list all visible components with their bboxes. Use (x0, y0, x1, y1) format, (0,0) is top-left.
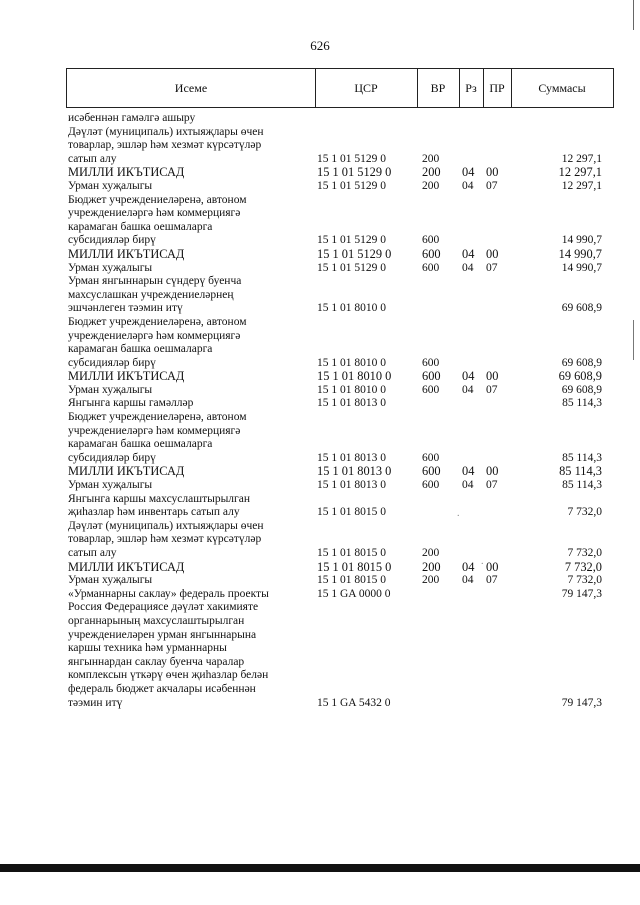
row-vr: 600 (422, 246, 441, 261)
row-vr: 600 (422, 383, 440, 396)
row-csr: 15 1 01 8013 0 (317, 451, 386, 464)
row-sum: 85 114,3 (562, 479, 602, 492)
row-csr: 15 1 01 5129 0 (317, 165, 392, 180)
table-row (68, 275, 614, 316)
row-sum: 85 114,3 (562, 451, 602, 464)
row-sum: 79 147,3 (561, 587, 602, 600)
row-sum: 69 608,9 (561, 356, 602, 369)
row-name (68, 479, 304, 493)
table-row (68, 520, 614, 561)
header-sum: Суммасы (538, 81, 586, 95)
row-name (68, 262, 304, 276)
row-name-line: Бюджет учреждениеләренә, автоном (68, 315, 247, 328)
row-pr: 07 (486, 179, 498, 192)
row-pr: 07 (486, 383, 498, 396)
row-name-line: карамаган башка оешмаларга (68, 220, 213, 233)
row-rz: 04 (462, 261, 474, 274)
row-name-line: МИЛЛИ ИКЪТИСАД (68, 369, 185, 384)
row-rz: 04 (462, 383, 474, 396)
row-pr: 00 (486, 165, 499, 180)
table-row (68, 465, 614, 479)
row-name-line: Дәүләт (муниципаль) ихтыяҗлары өчен (68, 125, 264, 138)
row-rz: 04 (462, 559, 475, 574)
table-row (68, 479, 614, 493)
row-name-line: Янгынга каршы гамәлләр (68, 397, 194, 410)
row-rz: 04 (462, 179, 474, 192)
row-sum: 14 990,7 (558, 246, 602, 261)
row-name-line: Янгынга каршы махсуслаштырылган (68, 492, 251, 505)
row-name-line: МИЛЛИ ИКЪТИСАД (68, 464, 185, 479)
row-name-line: эшчәнлеген тәэмин итү (68, 302, 183, 315)
row-sum: 69 608,9 (561, 302, 602, 315)
table-row (68, 411, 614, 465)
row-name-line: тәэмин итү (68, 696, 123, 709)
row-name-line: махсуслашкан учреждениеләрнең (68, 288, 234, 301)
row-vr: 200 (422, 152, 440, 165)
row-name-line: МИЛЛИ ИКЪТИСАД (68, 559, 185, 574)
row-csr: 15 1 GA 5432 0 (317, 696, 391, 709)
row-name-line: янгыннардан саклау буенча чаралар (68, 655, 245, 668)
row-sum: 7 732,0 (567, 506, 602, 519)
row-name-line: Бюджет учреждениеләренә, автоном (68, 193, 247, 206)
row-name (68, 166, 304, 180)
row-name-line: субсидияләр бирү (68, 356, 156, 369)
table-row (68, 397, 614, 411)
row-name-line: учреждениеләрен урман янгыннарына (68, 628, 257, 641)
row-name-line: Урман хуҗалыгы (68, 383, 153, 396)
table-row (68, 194, 614, 248)
table-row (68, 126, 614, 167)
row-csr: 15 1 01 8010 0 (317, 369, 392, 384)
row-pr: 00 (486, 369, 499, 384)
row-rz: 04 (462, 165, 475, 180)
row-rz: 04 (462, 369, 475, 384)
row-rz: 04 (462, 574, 474, 587)
row-name (68, 384, 304, 398)
row-sum: 85 114,3 (559, 464, 602, 479)
row-name-line: товарлар, эшләр һәм хезмәт күрсәтүләр (68, 533, 262, 546)
row-sum: 7 732,0 (567, 547, 602, 559)
row-sum: 85 114,3 (562, 397, 602, 410)
row-sum: 69 608,9 (558, 369, 602, 384)
row-csr: 15 1 01 8013 0 (317, 397, 386, 410)
row-vr: 200 (422, 547, 440, 559)
row-pr: 00 (486, 246, 499, 261)
table-row (68, 588, 614, 602)
row-name (68, 465, 304, 479)
row-name-line: учреждениеләргә һәм коммерциягә (68, 424, 241, 437)
row-name-line: Урман хуҗалыгы (68, 261, 153, 274)
scan-border-bar (0, 864, 640, 872)
row-csr: 15 1 01 8013 0 (317, 479, 386, 492)
row-name-line: Россия Федерациясе дәүләт хакимияте (68, 601, 259, 614)
row-name (68, 126, 304, 167)
row-name (68, 248, 304, 262)
row-vr: 600 (422, 464, 441, 479)
row-csr: 15 1 01 8010 0 (317, 302, 386, 315)
row-name-line: исәбеннән гамәлгә ашыру (68, 112, 196, 124)
scan-mark (633, 320, 634, 360)
row-name-line: җиһазлар һәм инвентарь сатып алу (68, 506, 240, 519)
row-name-line: Дәүләт (муниципаль) ихтыяҗлары өчен (68, 519, 264, 532)
row-name-line: федераль бюджет акчалары исәбеннән (68, 682, 256, 695)
row-sum: 12 297,1 (561, 179, 602, 192)
row-csr: 15 1 01 5129 0 (317, 234, 386, 247)
header-csr: ЦСР (354, 81, 378, 95)
table-row (68, 262, 614, 276)
table-row (68, 601, 614, 710)
table-row (68, 180, 614, 194)
row-sum: 69 608,9 (561, 383, 602, 396)
row-name (68, 493, 304, 520)
row-name-line: «Урманнарны саклау» федераль проекты (68, 587, 269, 600)
row-vr: 600 (422, 356, 440, 369)
table-row (68, 384, 614, 398)
header-vr: ВР (430, 81, 446, 95)
row-pr: 07 (486, 479, 498, 492)
row-csr: 15 1 01 8015 0 (317, 559, 392, 574)
row-pr: 00 (486, 559, 499, 574)
row-rz: 04 (462, 464, 475, 479)
row-csr: 15 1 01 5129 0 (317, 261, 386, 274)
row-name (68, 520, 304, 561)
row-csr: 15 1 01 8015 0 (317, 574, 386, 587)
row-vr: 600 (422, 261, 440, 274)
row-name-line: каршы техника һәм урманнарны (68, 642, 227, 655)
row-name-line: Урман хуҗалыгы (68, 479, 153, 492)
row-name-line: субсидияләр бирү (68, 451, 156, 464)
row-csr: 15 1 01 8015 0 (317, 506, 386, 519)
header-pr: ПР (489, 81, 505, 95)
header-rz: Рз (465, 81, 477, 95)
header-name: Исеме (174, 81, 208, 95)
row-vr: 200 (422, 179, 440, 192)
table-row (68, 370, 614, 384)
row-csr: 15 1 GA 0000 0 (317, 587, 391, 600)
row-name-line: субсидияләр бирү (68, 234, 156, 247)
row-name-line: товарлар, эшләр һәм хезмәт күрсәтүләр (68, 139, 262, 152)
row-name-line: Бюджет учреждениеләренә, автоном (68, 411, 247, 424)
row-name-line: сатып алу (68, 547, 117, 559)
row-name-line: комплексын үткәрү өчен җиһазлар белән (68, 669, 269, 682)
table-row (68, 561, 614, 575)
row-name (68, 561, 304, 575)
row-name-line: Урман хуҗалыгы (68, 574, 153, 587)
row-vr: 200 (422, 165, 441, 180)
scan-speck: . (457, 508, 460, 519)
row-csr: 15 1 01 8015 0 (317, 547, 386, 559)
table-header (66, 68, 614, 108)
row-pr: 00 (486, 464, 499, 479)
row-name (68, 370, 304, 384)
table-row (68, 574, 614, 588)
row-pr: 07 (486, 261, 498, 274)
row-csr: 15 1 01 8010 0 (317, 383, 386, 396)
row-name (68, 275, 304, 316)
row-name-line: органнарының махсуслаштырылган (68, 614, 245, 627)
row-name-line: Урман хуҗалыгы (68, 179, 153, 192)
scan-mark (633, 0, 634, 30)
scan-speck: . (481, 556, 484, 567)
row-name (68, 397, 304, 411)
row-vr: 600 (422, 369, 441, 384)
row-csr: 15 1 01 5129 0 (317, 246, 392, 261)
row-vr: 200 (422, 559, 441, 574)
table-row (68, 248, 614, 262)
row-sum: 7 732,0 (564, 559, 602, 574)
row-vr: 600 (422, 479, 440, 492)
row-vr: 200 (422, 574, 440, 587)
row-name-line: карамаган башка оешмаларга (68, 343, 213, 356)
row-pr: 07 (486, 574, 498, 587)
row-sum: 12 297,1 (561, 152, 602, 165)
row-name (68, 411, 304, 465)
row-name (68, 112, 304, 126)
page-number: 626 (310, 38, 330, 53)
row-csr: 15 1 01 8013 0 (317, 464, 392, 479)
row-name (68, 574, 304, 588)
row-csr: 15 1 01 5129 0 (317, 152, 386, 165)
table-row (68, 166, 614, 180)
table-row (68, 112, 614, 126)
row-vr: 600 (422, 234, 440, 247)
row-name-line: учреждениеләргә һәм коммерциягә (68, 207, 241, 220)
row-name (68, 180, 304, 194)
row-name-line: МИЛЛИ ИКЪТИСАД (68, 246, 185, 261)
row-csr: 15 1 01 5129 0 (317, 179, 386, 192)
row-name (68, 194, 304, 248)
row-name (68, 588, 304, 602)
row-name (68, 316, 304, 370)
row-sum: 79 147,3 (561, 696, 602, 709)
table-row (68, 493, 614, 520)
row-name-line: учреждениеләргә һәм коммерциягә (68, 329, 241, 342)
row-name (68, 601, 304, 710)
row-rz: 04 (462, 246, 475, 261)
row-name-line: МИЛЛИ ИКЪТИСАД (68, 165, 185, 180)
row-sum: 14 990,7 (561, 234, 602, 247)
row-vr: 600 (422, 451, 440, 464)
table-row (68, 316, 614, 370)
row-name-line: сатып алу (68, 152, 117, 165)
row-sum: 14 990,7 (561, 261, 602, 274)
row-sum: 7 732,0 (567, 574, 602, 587)
row-sum: 12 297,1 (558, 165, 602, 180)
row-name-line: Урман янгыннарын сүндерү буенча (68, 275, 242, 288)
row-rz: 04 (462, 479, 474, 492)
row-csr: 15 1 01 8010 0 (317, 356, 386, 369)
table-body (68, 112, 614, 710)
row-name-line: карамаган башка оешмаларга (68, 438, 213, 451)
